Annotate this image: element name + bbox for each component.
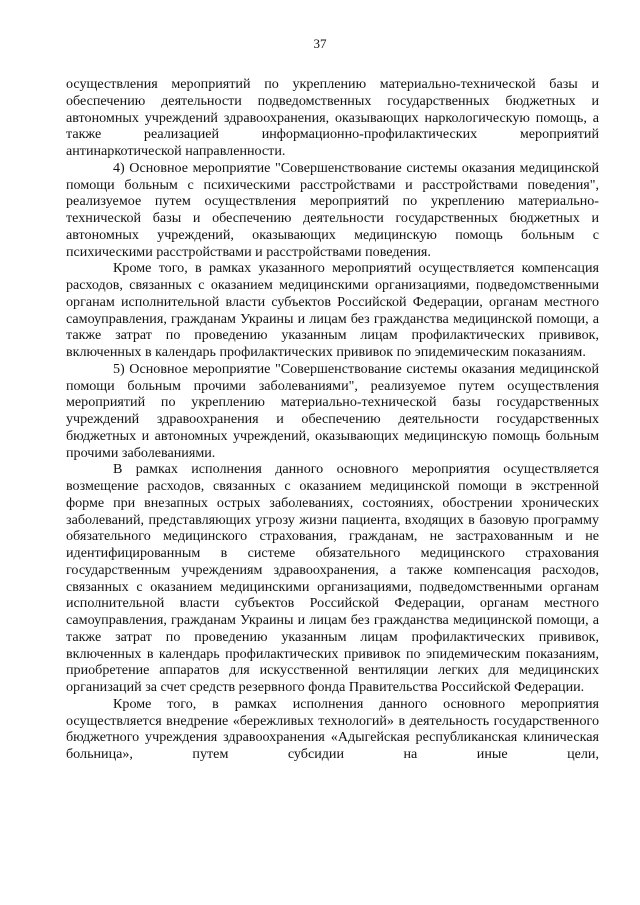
document-body [66, 76, 599, 763]
paragraph-lean-technologies: Кроме того, в рамках исполнения данного основного мероприятия осуществляется внедрение «бережливых технологий» в деятельность государственного бюджетного учреждения здравоохранения «Адыгейская республиканская клиническая больница», путем субсидии на иные цели, [66, 695, 599, 762]
paragraph-item-4: 4) Основное мероприятие "Совершенствование системы оказания медицинской помощи больным с психическими расстройствами и расстройствами поведения", реализуемое путем осуществления мероприятий по укреплению материально-технической базы и обеспечению деятельности государственных бюджетных и автономных учреждений, оказывающих медицинскую помощь больным с психическими расстройствами и расстройствами поведения. [66, 159, 599, 260]
paragraph-reimbursement: В рамках исполнения данного основного мероприятия осуществляется возмещение расходов, связанных с оказанием медицинской помощи в экстренной форме при внезапных острых заболеваниях, состояниях, обострении хронических заболеваний, представляющих угрозу жизни пациента, входящих в базовую программу обязательного медицинского страхования, гражданам, не застрахованным и не идентифицированным в системе обязательного медицинского страхования государственным учреждениям здравоохранения, а также компенсация расходов, связанных с оказанием медицинскими организациями, подведомственными органам исполнительной власти субъектов Российской Федерации, органам местного самоуправления, гражданам Украины и лицам без гражданства медицинской помощи, а также затрат по проведению указанным лицам профилактических прививок, включенных в календарь профилактических прививок по эпидемическим показаниям, приобретение аппаратов для искусственной вентиляции легких для медицинских организаций за счет средств резервного фонда Правительства Российской Федерации. [66, 461, 599, 695]
paragraph-continuation: осуществления мероприятий по укреплению материально-технической базы и обеспечению деятельности подведомственных государственных бюджетных и автономных учреждений здравоохранения, оказывающих наркологическую помощь, а также реализацией информационно-профилактических мероприятий антинаркотической направленности. [66, 76, 599, 159]
paragraph-item-5: 5) Основное мероприятие "Совершенствование системы оказания медицинской помощи больным прочими заболеваниями", реализуемое путем осуществления мероприятий по укреплению материально-технической базы государственных учреждений здравоохранения и обеспечению деятельности государственных бюджетных и автономных учреждений, оказывающих медицинскую помощь больным прочими заболеваниями. [66, 360, 599, 461]
paragraph-compensation-1: Кроме того, в рамках указанного мероприятий осуществляется компенсация расходов, связанных с оказанием медицинскими организациями, подведомственными органам исполнительной власти субъектов Российской Федерации, органам местного самоуправления, гражданам Украины и лицам без гражданства медицинской помощи, а также затрат по проведению указанным лицам профилактических прививок, включенных в календарь профилактических прививок по эпидемическим показаниям. [66, 260, 599, 360]
page-number: 37 [313, 36, 327, 51]
